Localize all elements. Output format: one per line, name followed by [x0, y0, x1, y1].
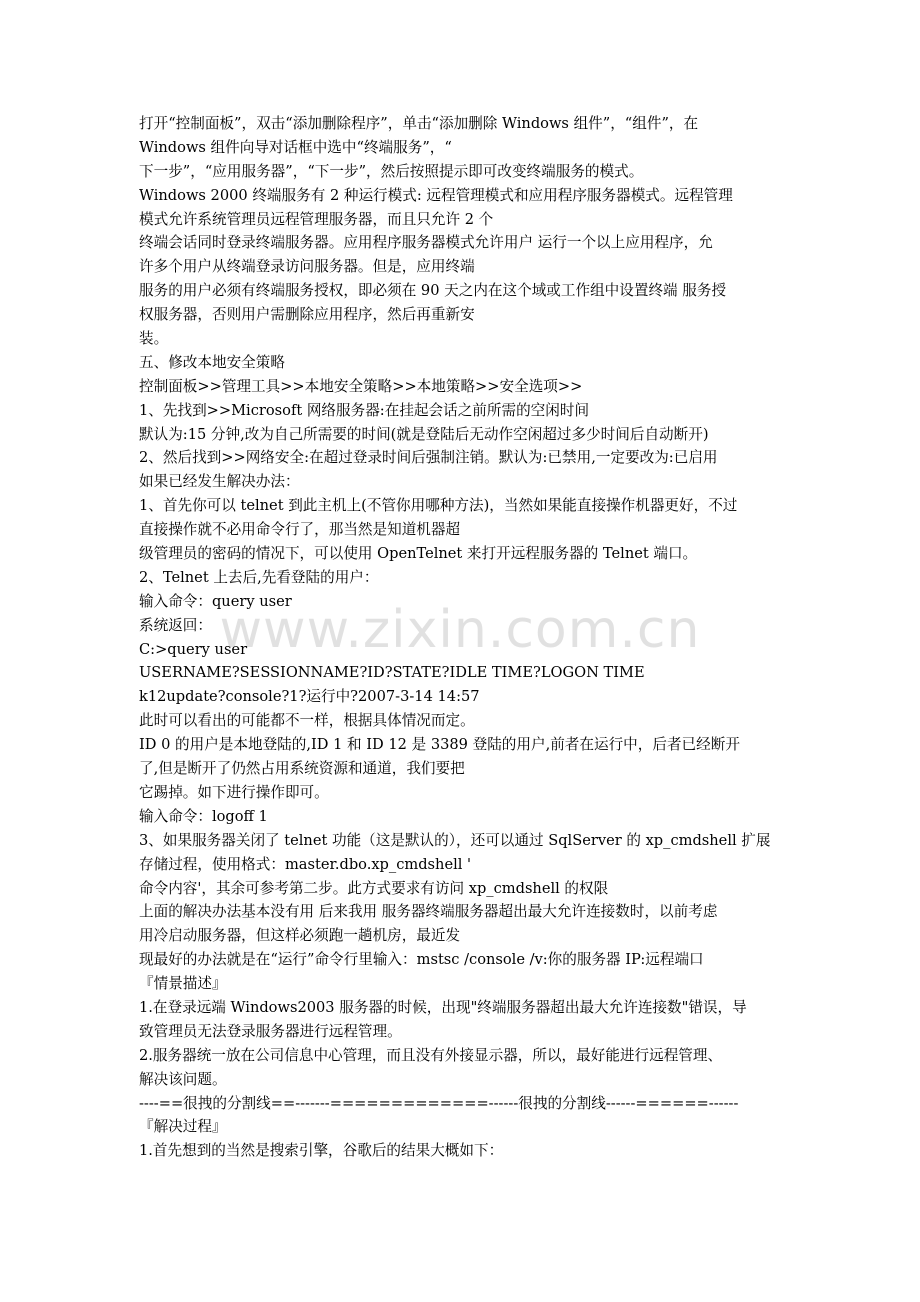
- text-line: 1.首先想到的当然是搜索引擎，谷歌后的结果大概如下：: [139, 1142, 504, 1160]
- text-line: 致管理员无法登录服务器进行远程管理。: [139, 1022, 402, 1040]
- text-line: USERNAME?SESSIONNAME?ID?STATE?IDLE TIME?LOGON TIME: [139, 664, 645, 682]
- text-line: 模式允许系统管理员远程管理服务器，而且只允许 2 个: [139, 210, 494, 228]
- text-line: 它踢掉。如下进行操作即可。: [139, 783, 329, 801]
- text-line: 2.服务器统一放在公司信息中心管理，而且没有外接显示器，所以，最好能进行远程管理、: [139, 1046, 723, 1064]
- text-line: 用冷启动服务器，但这样必须跑一趟机房，最近发: [139, 927, 461, 945]
- text-line: ----==很拽的分割线==-------=============------很拽的分割线------======------: [139, 1094, 739, 1112]
- text-line: 现最好的办法就是在“运行”命令行里输入：mstsc /console /v:你的服务器 IP:远程端口: [139, 951, 704, 969]
- text-line: 下一步”，“应用服务器”，“下一步”，然后按照提示即可改变终端服务的模式。: [139, 162, 644, 180]
- text-line: 直接操作就不必用命令行了，那当然是知道机器超: [139, 521, 461, 539]
- text-line: 输入命令：logoff 1: [139, 807, 268, 825]
- text-line: 装。: [139, 330, 169, 348]
- text-line: 终端会话同时登录终端服务器。应用程序服务器模式允许用户 运行一个以上应用程序，允: [139, 234, 713, 252]
- text-line: 1、先找到>>Microsoft 网络服务器:在挂起会话之前所需的空闲时间: [139, 401, 590, 419]
- watermark: www.zixin.com.cn: [219, 600, 701, 660]
- text-line: ID 0 的用户是本地登陆的,ID 1 和 ID 12 是 3389 登陆的用户,前者在运行中，后者已经断开: [139, 736, 740, 754]
- text-line: Windows 2000 终端服务有 2 种运行模式: 远程管理模式和应用程序服务器模式。远程管理: [139, 186, 733, 204]
- text-line: k12update?console?1?运行中?2007-3-14 14:57: [139, 688, 480, 706]
- text-line: 命令内容'，其余可参考第二步。此方式要求有访问 xp_cmdshell 的权限: [139, 879, 609, 897]
- text-line: 此时可以看出的可能都不一样，根据具体情况而定。: [139, 712, 475, 730]
- text-line: 默认为:15 分钟,改为自己所需要的时间(就是登陆后无动作空闲超过多少时间后自动断开): [139, 425, 709, 443]
- text-line: 权服务器，否则用户需删除应用程序，然后再重新安: [139, 306, 475, 324]
- text-line: C:>query user: [139, 640, 248, 658]
- text-line: 级管理员的密码的情况下，可以使用 OpenTelnet 来打开远程服务器的 Telnet 端口。: [139, 545, 698, 563]
- text-line: 『情景描述』: [139, 975, 227, 993]
- text-line: 3、如果服务器关闭了 telnet 功能（这是默认的），还可以通过 SqlServer 的 xp_cmdshell 扩展: [139, 831, 771, 849]
- text-line: 五、修改本地安全策略: [139, 353, 285, 371]
- text-line: 2、Telnet 上去后,先看登陆的用户：: [139, 568, 379, 586]
- document-body: [139, 112, 794, 1163]
- text-line: 了,但是断开了仍然占用系统资源和通道，我们要把: [139, 760, 465, 778]
- text-line: Windows 组件向导对话框中选中“终端服务”，“: [139, 138, 452, 156]
- text-line: 『解决过程』: [139, 1118, 227, 1136]
- text-line: 1.在登录远端 Windows2003 服务器的时候，出现"终端服务器超出最大允许连接数"错误，导: [139, 998, 747, 1016]
- text-line: 许多个用户从终端登录访问服务器。但是，应用终端: [139, 258, 475, 276]
- text-line: 控制面板>>管理工具>>本地安全策略>>本地策略>>安全选项>>: [139, 377, 583, 395]
- text-line: 如果已经发生解决办法：: [139, 473, 300, 491]
- text-line: 解决该问题。: [139, 1070, 227, 1088]
- text-line: 输入命令：query user: [139, 592, 292, 610]
- text-line: 1、首先你可以 telnet 到此主机上(不管你用哪种方法)，当然如果能直接操作机器更好，不过: [139, 497, 738, 515]
- text-line: 系统返回：: [139, 616, 212, 634]
- text-line: 打开“控制面板”，双击“添加删除程序”，单击“添加删除 Windows 组件”，“组件”，在: [139, 115, 699, 132]
- text-line: 上面的解决办法基本没有用 后来我用 服务器终端服务器超出最大允许连接数时，以前考虑: [139, 903, 718, 921]
- text-line: 2、然后找到>>网络安全:在超过登录时间后强制注销。默认为:已禁用,一定要改为:已启用: [139, 449, 718, 467]
- text-line: 存储过程，使用格式：master.dbo.xp_cmdshell ': [139, 855, 472, 873]
- text-line: 服务的用户必须有终端服务授权，即必须在 90 天之内在这个域或工作组中设置终端 服务授: [139, 282, 727, 300]
